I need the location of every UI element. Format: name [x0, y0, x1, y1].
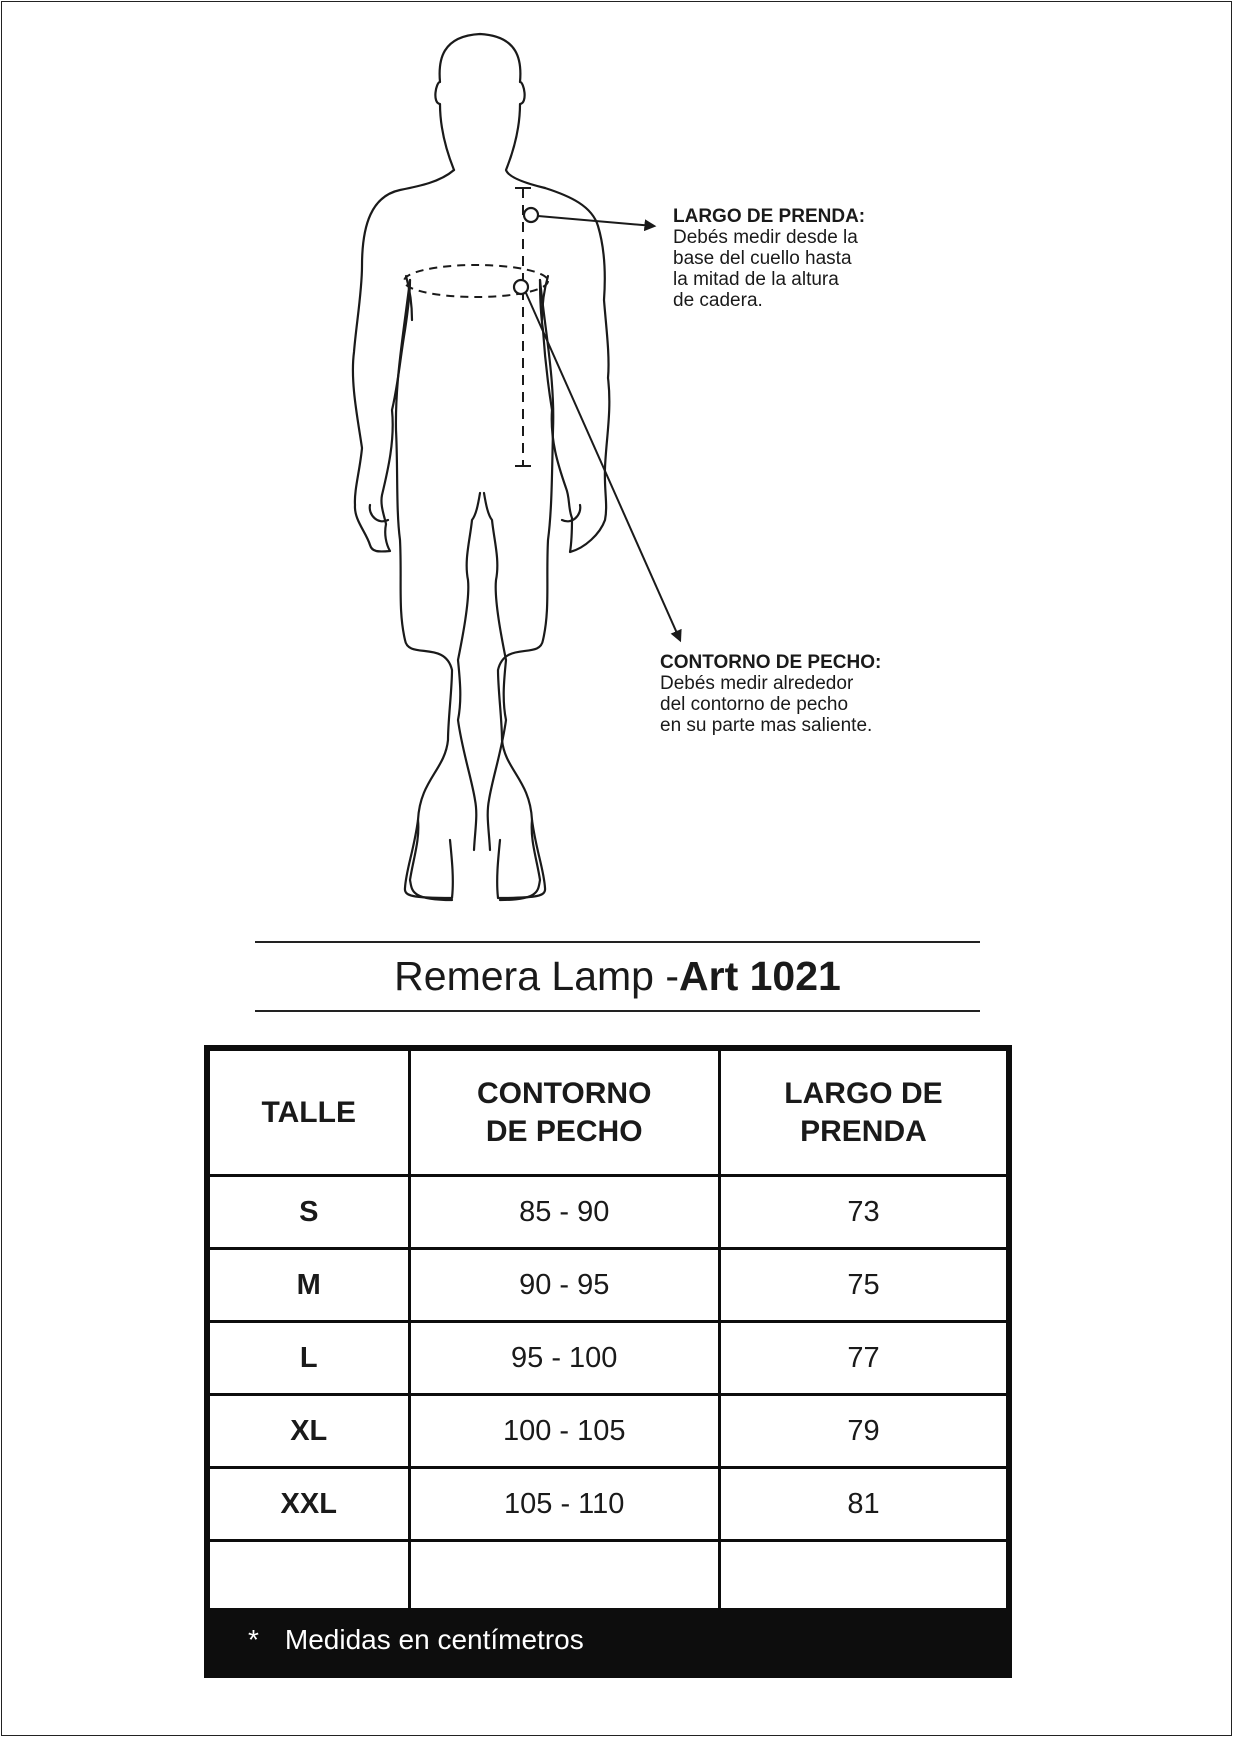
largo-annotation-heading: LARGO DE PRENDA: [673, 206, 866, 227]
pecho-annotation-line: del contorno de pecho [660, 694, 849, 715]
largo-cell: 75 [719, 1249, 1006, 1322]
pecho-cell: 90 - 95 [409, 1249, 719, 1322]
largo-cell: 79 [719, 1395, 1006, 1468]
measure-point-icon [514, 280, 528, 294]
arrow-icon [538, 216, 654, 226]
pecho-cell: 100 - 105 [409, 1395, 719, 1468]
size-table [204, 1045, 1012, 1678]
pecho-annotation-line: en su parte mas saliente. [660, 715, 873, 736]
largo-annotation-line: Debés medir desde la [673, 227, 858, 248]
talle-cell: XXL [210, 1468, 409, 1541]
pecho-annotation-line: Debés medir alrededor [660, 673, 854, 694]
column-header-line: TALLE [261, 1095, 356, 1129]
table-row [210, 1322, 1006, 1395]
left-leg-outline [396, 280, 452, 900]
title-rule-top [255, 941, 980, 943]
table-footnote [210, 1608, 1006, 1672]
largo-annotation-line: de cadera. [673, 290, 763, 311]
talle-cell: XL [210, 1395, 409, 1468]
talle-cell: S [210, 1176, 409, 1249]
largo-cell: 73 [719, 1176, 1006, 1249]
table-row [210, 1176, 1006, 1249]
table-row [210, 1395, 1006, 1468]
product-title-prefix: Remera Lamp - [394, 953, 679, 999]
column-header-line: CONTORNO [476, 1076, 652, 1110]
empty-cell [719, 1541, 1006, 1609]
largo-annotation [673, 206, 865, 311]
arrow-icon [526, 293, 680, 640]
empty-table-row [210, 1541, 1006, 1609]
footnote-marker: * [248, 1624, 259, 1655]
pecho-cell: 105 - 110 [409, 1468, 719, 1541]
talle-cell: L [210, 1322, 409, 1395]
product-title [255, 950, 980, 1002]
largo-cell: 77 [719, 1322, 1006, 1395]
column-header-largo [719, 1051, 1006, 1176]
title-rule-bottom [255, 1010, 980, 1012]
left-inner-leg-outline [458, 493, 480, 850]
pecho-cell: 85 - 90 [409, 1176, 719, 1249]
left-arm-outline [353, 170, 454, 551]
talle-cell: M [210, 1249, 409, 1322]
column-header-line: LARGO DE [784, 1076, 943, 1110]
column-header-talle [210, 1051, 409, 1176]
column-header-line: PRENDA [800, 1114, 927, 1148]
largo-cell: 81 [719, 1468, 1006, 1541]
pecho-annotation [660, 652, 881, 736]
right-inner-leg-outline [484, 493, 506, 850]
largo-annotation-line: la mitad de la altura [673, 269, 839, 290]
column-header-line: DE PECHO [485, 1114, 643, 1148]
pecho-annotation-heading: CONTORNO DE PECHO: [660, 652, 882, 673]
empty-cell [210, 1541, 409, 1609]
largo-annotation-line: base del cuello hasta [673, 248, 852, 269]
column-header-pecho [409, 1051, 719, 1176]
footnote-text: Medidas en centímetros [284, 1624, 584, 1655]
table-header-row [210, 1051, 1006, 1176]
right-leg-outline [498, 280, 553, 900]
table-row [210, 1249, 1006, 1322]
empty-cell [409, 1541, 719, 1609]
table-row [210, 1468, 1006, 1541]
measure-point-icon [524, 208, 538, 222]
head-outline [435, 34, 545, 188]
product-article: Art 1021 [679, 953, 841, 999]
pecho-cell: 95 - 100 [409, 1322, 719, 1395]
